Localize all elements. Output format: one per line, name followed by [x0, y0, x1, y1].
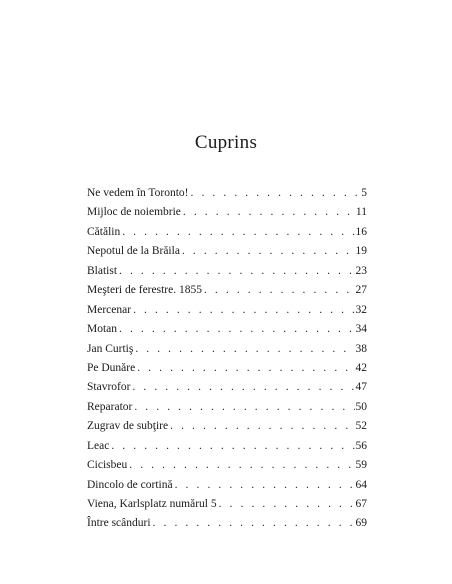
toc-entry-page: 56	[355, 439, 367, 452]
dot-leader	[191, 184, 361, 203]
toc-entry-title: Între scânduri	[87, 517, 151, 530]
dot-leader	[182, 242, 355, 261]
toc-entry-page: 50	[355, 400, 367, 413]
dot-leader	[134, 398, 354, 417]
toc-entry-page: 59	[355, 459, 367, 472]
dot-leader	[135, 340, 354, 359]
toc-entry-title: Dincolo de cortină	[87, 478, 173, 491]
toc-entry-title: Meşteri de ferestre. 1855	[87, 284, 202, 297]
dot-leader	[175, 476, 355, 495]
toc-entry-page: 52	[355, 420, 367, 433]
dot-leader	[170, 417, 354, 436]
toc-entry-page: 16	[355, 225, 367, 238]
toc-entry-page: 5	[361, 187, 367, 199]
toc-entry-page: 23	[355, 264, 367, 277]
toc-entry	[87, 223, 367, 242]
dot-leader	[133, 301, 354, 320]
toc-entry-title: Leac	[87, 439, 110, 452]
dot-leader	[119, 320, 354, 339]
toc-entry	[87, 398, 367, 417]
toc-entry-title: Zugrav de subţire	[87, 420, 169, 433]
toc-entry	[87, 359, 367, 378]
toc-entry	[87, 417, 367, 436]
toc-entry-title: Reparator	[87, 400, 133, 413]
toc-entry-page: 38	[355, 342, 367, 355]
table-of-contents	[87, 184, 367, 534]
toc-entry-page: 19	[355, 245, 367, 258]
toc-entry	[87, 301, 367, 320]
toc-entry-title: Mercenar	[87, 303, 132, 316]
toc-entry	[87, 456, 367, 475]
toc-entry	[87, 495, 367, 514]
toc-entry-page: 11	[355, 206, 367, 219]
toc-entry	[87, 281, 367, 300]
toc-entry-title: Viena, Karlsplatz numărul 5	[87, 498, 217, 510]
dot-leader	[129, 456, 354, 475]
toc-entry	[87, 514, 367, 533]
toc-entry-page: 27	[355, 284, 367, 297]
toc-entry-page: 67	[355, 498, 367, 510]
toc-entry-title: Jan Curtiş	[87, 342, 134, 355]
toc-entry	[87, 203, 367, 222]
toc-entry-title: Stavrofor	[87, 381, 131, 394]
toc-entry-title: Cătălin	[87, 225, 121, 238]
toc-entry-page: 42	[355, 361, 367, 374]
dot-leader	[119, 262, 354, 281]
toc-entry-title: Mijloc de noiembrie	[87, 206, 181, 219]
toc-entry-page: 47	[355, 381, 367, 394]
toc-entry	[87, 242, 367, 261]
dot-leader	[153, 514, 355, 533]
dot-leader	[183, 203, 355, 222]
toc-entry-title: Nepotul de la Brăila	[87, 245, 180, 258]
toc-entry	[87, 437, 367, 456]
dot-leader	[132, 378, 354, 397]
toc-entry	[87, 262, 367, 281]
dot-leader	[137, 359, 354, 378]
toc-entry	[87, 340, 367, 359]
page-title: Cuprins	[194, 132, 258, 153]
toc-entry-title: Cicisbeu	[87, 459, 128, 472]
toc-entry	[87, 184, 367, 203]
dot-leader	[204, 281, 355, 300]
toc-entry-title: Ne vedem în Toronto!	[87, 187, 189, 199]
toc-entry-page: 32	[355, 303, 367, 316]
toc-entry	[87, 378, 367, 397]
toc-entry-page: 34	[355, 323, 367, 336]
dot-leader	[122, 223, 354, 242]
toc-entry-page: 69	[355, 517, 367, 530]
toc-entry-title: Blatist	[87, 264, 118, 277]
dot-leader	[219, 495, 355, 514]
toc-entry-page: 64	[355, 478, 367, 491]
toc-entry-title: Pe Dunăre	[87, 361, 136, 374]
dot-leader	[111, 437, 354, 456]
toc-entry	[87, 320, 367, 339]
toc-entry-title: Motan	[87, 323, 118, 336]
toc-entry	[87, 476, 367, 495]
